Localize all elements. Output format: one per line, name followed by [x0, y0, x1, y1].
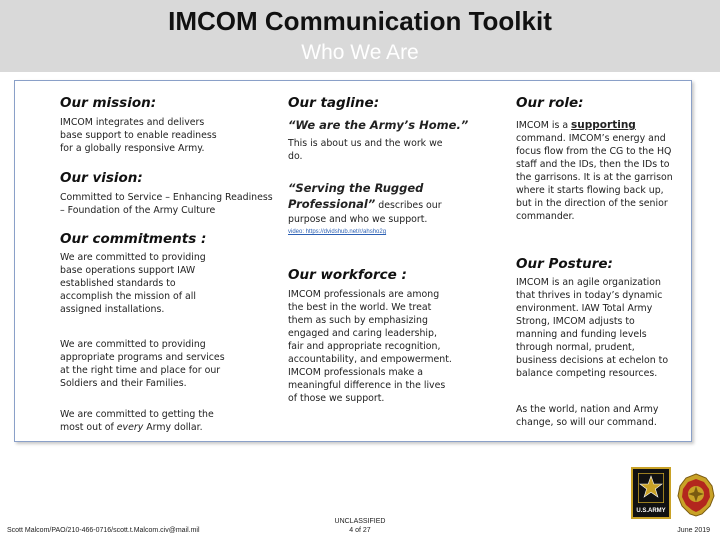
workforce-text: IMCOM professionals are among the best in the world. We treat them as such by emphasizing engaged and caring leadership, fair and appropriate recognition, accountability, and empowerment. IMCOM professionals make a meaningful difference in the lives of those we support. [288, 289, 452, 404]
star-icon [638, 473, 664, 503]
footer-classification: UNCLASSIFIED 4 of 27 [320, 517, 400, 535]
page-number: 4 of 27 [349, 527, 371, 534]
tagline-quote: “We are the Army’s Home.” [288, 118, 469, 132]
mission-heading: Our mission: [60, 95, 157, 111]
army-star-logo: U.S.ARMY [631, 467, 671, 519]
tagline-quote-2: “Serving the Rugged Professional” describes our [288, 181, 442, 211]
tagline-heading: Our tagline: [288, 95, 380, 111]
commitments-heading: Our commitments : [60, 231, 207, 247]
tagline-purpose: purpose and who we support. [288, 214, 428, 225]
posture-heading: Our Posture: [516, 256, 613, 272]
role-heading: Our role: [516, 95, 584, 111]
posture-closing: As the world, nation and Army change, so will our command. [516, 404, 659, 428]
footer-contact: Scott Malcom/PAO/210-466-0716/scott.t.Malcom.civ@mail.mil [7, 527, 200, 534]
title-band [0, 0, 720, 72]
workforce-heading: Our workforce : [288, 267, 407, 283]
mission-text: IMCOM integrates and delivers base support to enable readiness for a globally responsive Army. [60, 117, 217, 154]
tagline-description: This is about us and the work we do. [288, 138, 443, 162]
commitment-2: We are committed to providing appropriate programs and services at the right time and place for our Soldiers and their Families. [60, 339, 225, 389]
commitment-1: We are committed to providing base operations support IAW established standards to accomplish the mission of all assigned installations. [60, 252, 206, 315]
vision-heading: Our vision: [60, 170, 143, 186]
page-subtitle: Who We Are [301, 41, 419, 64]
footer-date: June 2019 [677, 527, 710, 534]
page-title: IMCOM Communication Toolkit [168, 6, 552, 36]
imcom-seal-icon [676, 472, 716, 518]
role-text: IMCOM is a supporting command. IMCOM’s energy and focus flow from the CG to the HQ staff and the IDs, then the IDs to the garrisons. It is at the garrison where it starts flowing back up, but in the direction of the senior commander. [516, 119, 673, 222]
commitment-3: We are committed to getting the most out of every Army dollar. [60, 409, 214, 433]
video-link[interactable]: video: https://dvidshub.net/r/ahsho2g [288, 229, 387, 235]
posture-text: IMCOM is an agile organization that thrives in today’s dynamic environment. IAW Total Army Strong, IMCOM adjusts to manning and funding levels through normal, prudent, business decisions at echelon to balance competing resources. [516, 277, 669, 379]
vision-text: Committed to Service – Enhancing Readiness – Foundation of the Army Culture [60, 192, 273, 216]
